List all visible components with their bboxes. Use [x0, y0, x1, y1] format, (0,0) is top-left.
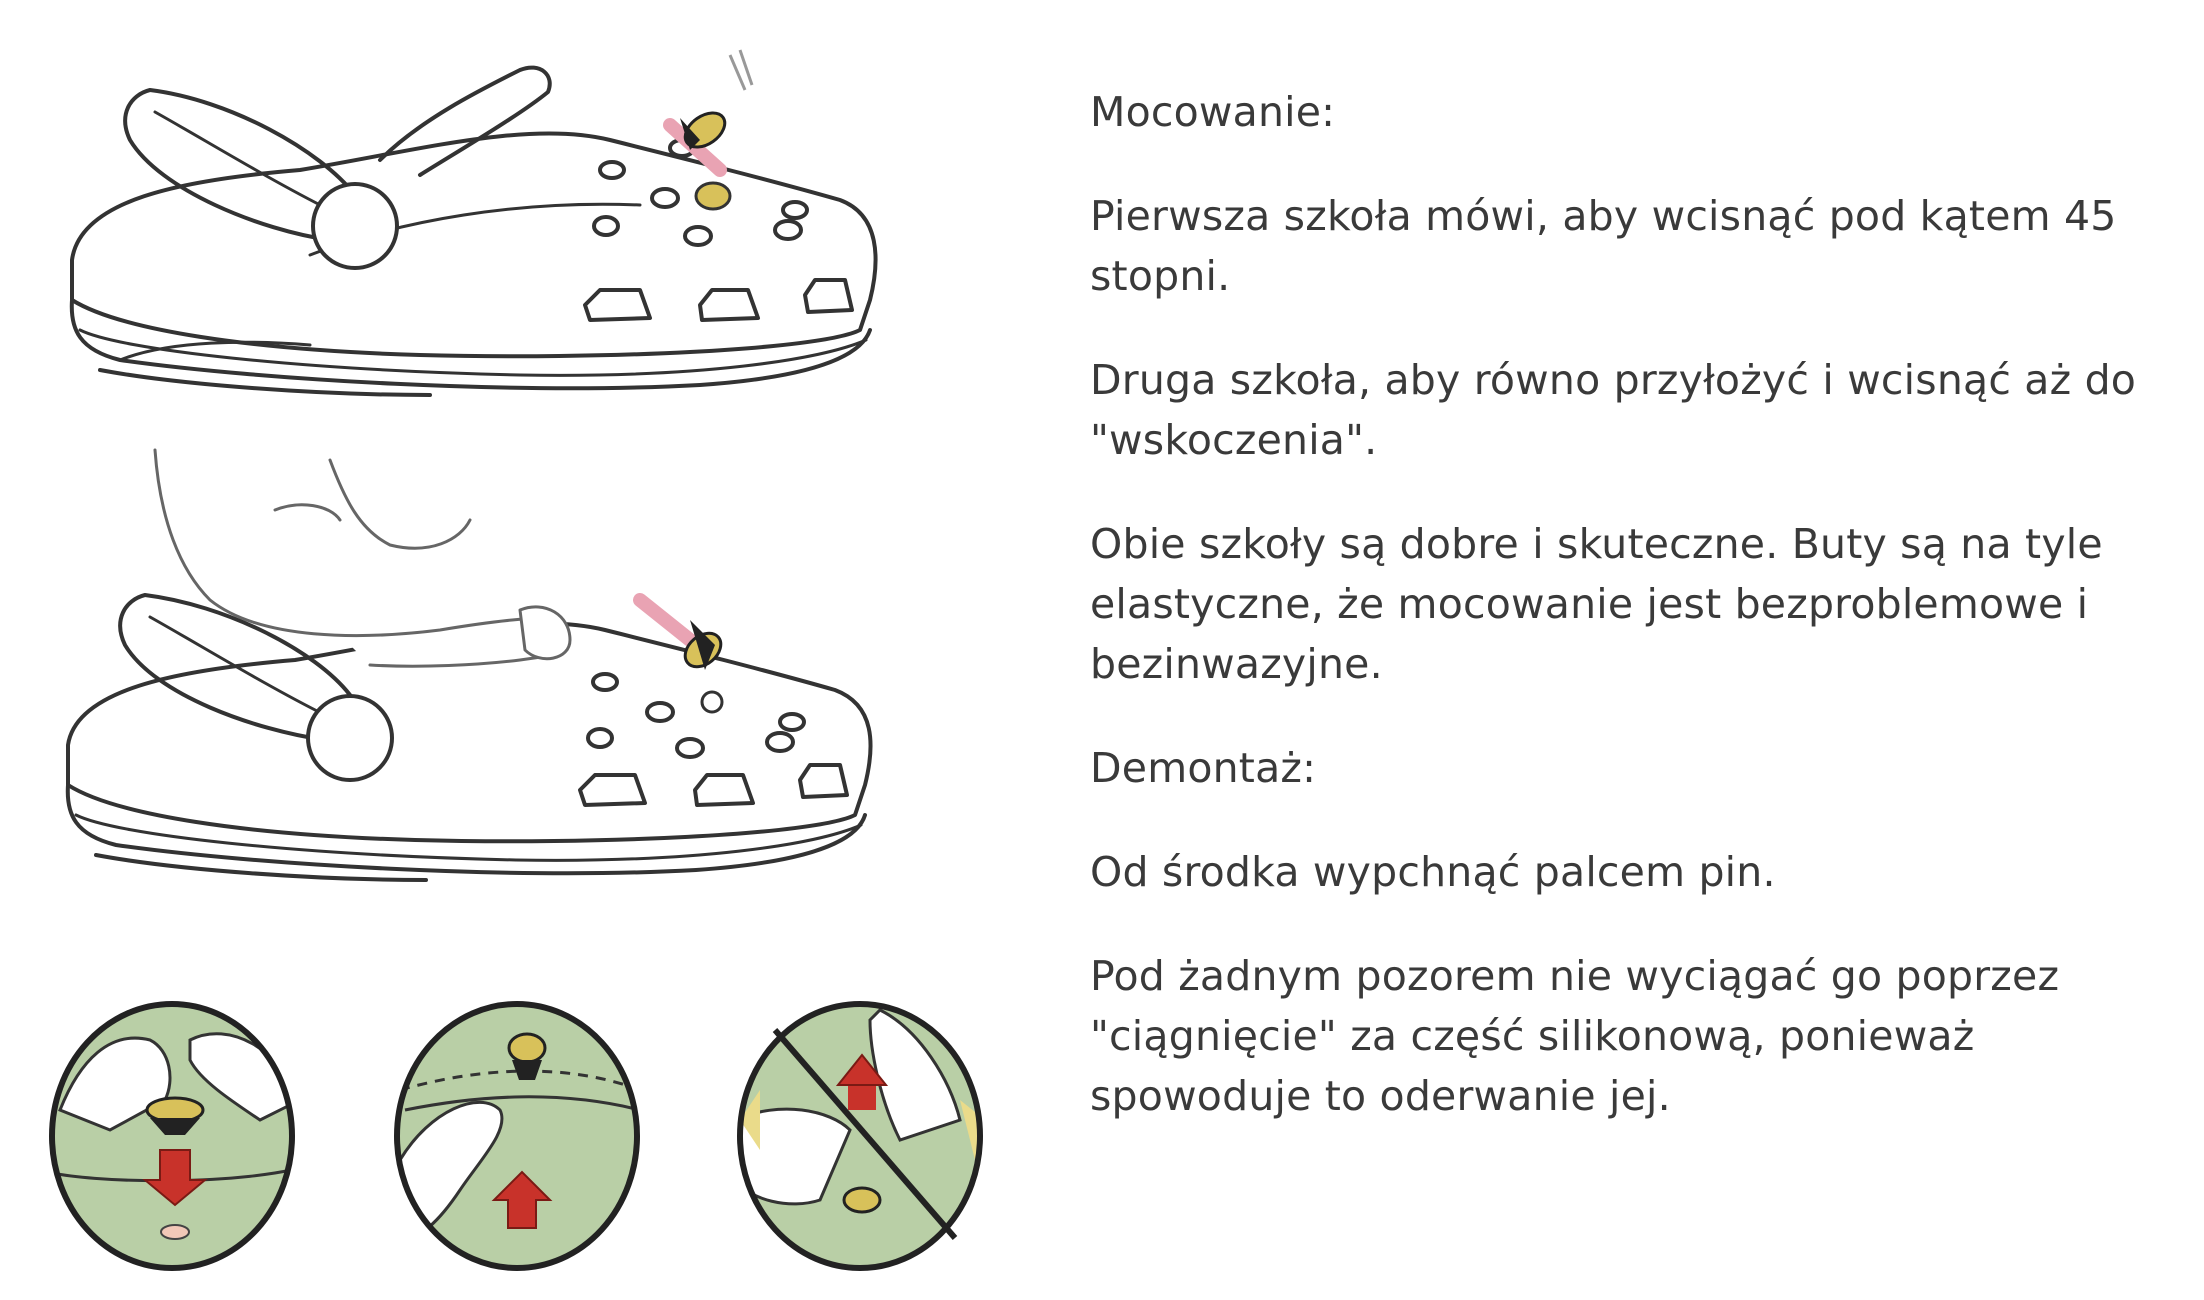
- do-not-pull-step: [735, 1004, 985, 1268]
- second-method-text: Druga szkoła, aby równo przyłożyć i wcisnąć aż do "wskoczenia".: [1090, 356, 2137, 464]
- instructions-text: [1090, 82, 2180, 1126]
- illustrations-panel: [0, 0, 1040, 1296]
- both-methods-text: Obie szkoły są dobre i skuteczne. Buty są na tyle elastyczne, że mocowanie jest bezproblemowe i bezinwazyjne.: [1090, 520, 2103, 688]
- clog-top-illustration: [72, 68, 876, 395]
- first-method-text: Pierwsza szkoła mówi, aby wcisnąć pod kątem 45 stopni.: [1090, 192, 2117, 300]
- mounting-heading: Mocowanie:: [1090, 88, 1336, 136]
- push-up-step: [397, 1004, 640, 1268]
- charm-pin-bottom: [640, 600, 727, 674]
- charm-pin-top: [670, 50, 752, 209]
- removal-step-text: Od środka wypchnąć palcem pin.: [1090, 848, 1776, 896]
- instruction-illustrations: [0, 0, 1040, 1296]
- warning-text: Pod żadnym pozorem nie wyciągać go poprzez "ciągnięcie" za część silikonową, ponieważ spowoduje to oderwanie jej.: [1090, 952, 2060, 1120]
- push-down-step: [40, 1004, 310, 1268]
- removal-heading: Demontaż:: [1090, 744, 1317, 792]
- hand-illustration: [155, 450, 722, 712]
